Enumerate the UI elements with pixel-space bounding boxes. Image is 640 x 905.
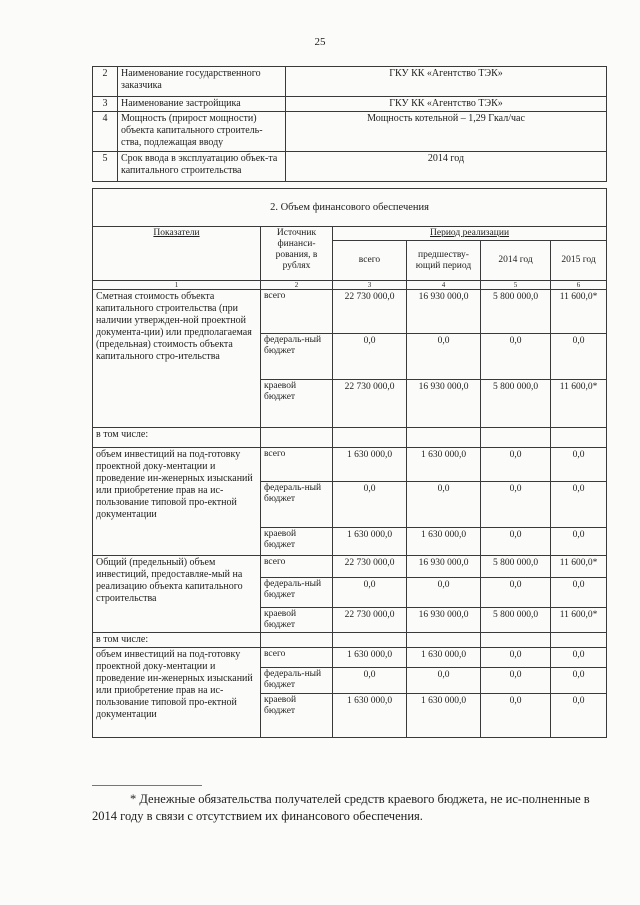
header-2015: 2015 год bbox=[551, 241, 607, 281]
value-2014: 0,0 bbox=[481, 648, 551, 668]
header-period: Период реализации bbox=[333, 227, 607, 241]
empty-cell bbox=[551, 428, 607, 448]
source-cell: федераль-ный бюджет bbox=[261, 578, 333, 608]
value-2015: 0,0 bbox=[551, 528, 607, 556]
header-previous: предшеству-ющий период bbox=[407, 241, 481, 281]
value-previous: 1 630 000,0 bbox=[407, 648, 481, 668]
value-total: 22 730 000,0 bbox=[333, 380, 407, 428]
value-previous: 0,0 bbox=[407, 578, 481, 608]
value-2014: 5 800 000,0 bbox=[481, 608, 551, 633]
financing-row bbox=[93, 448, 607, 482]
info-row-label: Мощность (прирост мощности) объекта капитального строитель-ства, подлежащая вводу bbox=[118, 112, 286, 152]
value-previous: 16 930 000,0 bbox=[407, 380, 481, 428]
footnote: * Денежные обязательства получателей средств краевого бюджета, не ис-полненные в 2014 году в связи с отсутствием их финансового обеспечения. bbox=[92, 792, 590, 823]
value-total: 1 630 000,0 bbox=[333, 694, 407, 738]
info-row-label: Наименование государственного заказчика bbox=[118, 67, 286, 97]
empty-cell bbox=[333, 428, 407, 448]
source-cell: краевой бюджет bbox=[261, 380, 333, 428]
section-title: 2. Объем финансового обеспечения bbox=[93, 189, 607, 227]
value-previous: 1 630 000,0 bbox=[407, 528, 481, 556]
info-row-number: 3 bbox=[93, 97, 118, 112]
in-that-number-label: в том числе: bbox=[93, 428, 261, 448]
value-2015: 0,0 bbox=[551, 694, 607, 738]
value-total: 1 630 000,0 bbox=[333, 528, 407, 556]
empty-cell bbox=[481, 428, 551, 448]
value-2014: 5 800 000,0 bbox=[481, 290, 551, 334]
header-indicators: Показатели bbox=[93, 227, 261, 281]
column-number: 6 bbox=[551, 281, 607, 290]
financing-table bbox=[92, 188, 607, 738]
header-total: всего bbox=[333, 241, 407, 281]
empty-cell bbox=[551, 633, 607, 648]
info-row bbox=[93, 67, 607, 97]
value-previous: 0,0 bbox=[407, 482, 481, 528]
source-cell: краевой бюджет bbox=[261, 608, 333, 633]
info-row bbox=[93, 152, 607, 182]
value-2014: 5 800 000,0 bbox=[481, 556, 551, 578]
value-2015: 0,0 bbox=[551, 482, 607, 528]
source-cell: всего bbox=[261, 648, 333, 668]
info-row-value: ГКУ КК «Агентство ТЭК» bbox=[286, 67, 607, 97]
source-cell: федераль-ный бюджет bbox=[261, 482, 333, 528]
value-2015: 11 600,0* bbox=[551, 380, 607, 428]
column-number: 3 bbox=[333, 281, 407, 290]
info-row-value: Мощность котельной – 1,29 Гкал/час bbox=[286, 112, 607, 152]
source-cell: всего bbox=[261, 556, 333, 578]
financing-row bbox=[93, 648, 607, 668]
empty-cell bbox=[261, 633, 333, 648]
value-2015: 0,0 bbox=[551, 648, 607, 668]
empty-cell bbox=[407, 633, 481, 648]
value-previous: 1 630 000,0 bbox=[407, 694, 481, 738]
value-previous: 16 930 000,0 bbox=[407, 608, 481, 633]
value-previous: 16 930 000,0 bbox=[407, 290, 481, 334]
value-2015: 11 600,0* bbox=[551, 290, 607, 334]
page-number: 25 bbox=[314, 36, 326, 48]
info-row bbox=[93, 112, 607, 152]
source-cell: федераль-ный бюджет bbox=[261, 334, 333, 380]
info-row-value: 2014 год bbox=[286, 152, 607, 182]
subtotal-label-row bbox=[93, 428, 607, 448]
value-previous: 0,0 bbox=[407, 668, 481, 694]
info-row-label: Срок ввода в эксплуатацию объек-та капитального строительства bbox=[118, 152, 286, 182]
value-2015: 11 600,0* bbox=[551, 556, 607, 578]
value-total: 0,0 bbox=[333, 334, 407, 380]
subtotal-label-row bbox=[93, 633, 607, 648]
value-previous: 1 630 000,0 bbox=[407, 448, 481, 482]
value-total: 0,0 bbox=[333, 668, 407, 694]
indicator-cell: объем инвестиций на под-готовку проектной доку-ментации и проведение ин-женерных изысканий или приобретение прав на ис-пользование типовой про-ектной документации bbox=[93, 448, 261, 556]
in-that-number-label: в том числе: bbox=[93, 633, 261, 648]
value-total: 0,0 bbox=[333, 578, 407, 608]
value-2015: 11 600,0* bbox=[551, 608, 607, 633]
value-2014: 0,0 bbox=[481, 482, 551, 528]
value-previous: 0,0 bbox=[407, 334, 481, 380]
column-number: 2 bbox=[261, 281, 333, 290]
value-previous: 16 930 000,0 bbox=[407, 556, 481, 578]
empty-cell bbox=[261, 428, 333, 448]
info-row-number: 5 bbox=[93, 152, 118, 182]
value-2014: 0,0 bbox=[481, 334, 551, 380]
value-total: 22 730 000,0 bbox=[333, 556, 407, 578]
header-source: Источник финанси-рования, в рублях bbox=[261, 227, 333, 281]
empty-cell bbox=[407, 428, 481, 448]
info-row bbox=[93, 97, 607, 112]
value-2014: 0,0 bbox=[481, 448, 551, 482]
source-cell: краевой бюджет bbox=[261, 694, 333, 738]
value-total: 1 630 000,0 bbox=[333, 648, 407, 668]
value-total: 22 730 000,0 bbox=[333, 290, 407, 334]
column-number: 1 bbox=[93, 281, 261, 290]
indicator-cell: Общий (предельный) объем инвестиций, предоставляе-мый на реализацию объекта капитального строительства bbox=[93, 556, 261, 633]
empty-cell bbox=[481, 633, 551, 648]
value-2014: 0,0 bbox=[481, 668, 551, 694]
value-total: 22 730 000,0 bbox=[333, 608, 407, 633]
source-cell: всего bbox=[261, 290, 333, 334]
header-2014: 2014 год bbox=[481, 241, 551, 281]
source-cell: федераль-ный бюджет bbox=[261, 668, 333, 694]
info-row-label: Наименование застройщика bbox=[118, 97, 286, 112]
indicator-cell: Сметная стоимость объекта капитального строительства (при наличии утвержден-ной проектной документа-ции) или предполагаемая (предельная) стоимость объекта капитального стро-ительства bbox=[93, 290, 261, 428]
financing-row bbox=[93, 556, 607, 578]
column-number: 5 bbox=[481, 281, 551, 290]
value-2015: 0,0 bbox=[551, 578, 607, 608]
value-2014: 0,0 bbox=[481, 528, 551, 556]
value-total: 1 630 000,0 bbox=[333, 448, 407, 482]
source-cell: всего bbox=[261, 448, 333, 482]
info-row-value: ГКУ КК «Агентство ТЭК» bbox=[286, 97, 607, 112]
source-cell: краевой бюджет bbox=[261, 528, 333, 556]
info-row-number: 4 bbox=[93, 112, 118, 152]
indicator-cell: объем инвестиций на под-готовку проектной доку-ментации и проведение ин-женерных изысканий или приобретение прав на ис-пользование типовой про-ектной документации bbox=[93, 648, 261, 738]
value-2014: 5 800 000,0 bbox=[481, 380, 551, 428]
financing-row bbox=[93, 290, 607, 334]
value-2014: 0,0 bbox=[481, 578, 551, 608]
value-2014: 0,0 bbox=[481, 694, 551, 738]
empty-cell bbox=[333, 633, 407, 648]
value-2015: 0,0 bbox=[551, 334, 607, 380]
value-total: 0,0 bbox=[333, 482, 407, 528]
info-row-number: 2 bbox=[93, 67, 118, 97]
footnote-rule bbox=[92, 785, 202, 786]
value-2015: 0,0 bbox=[551, 668, 607, 694]
object-info-table bbox=[92, 66, 607, 182]
value-2015: 0,0 bbox=[551, 448, 607, 482]
column-number: 4 bbox=[407, 281, 481, 290]
